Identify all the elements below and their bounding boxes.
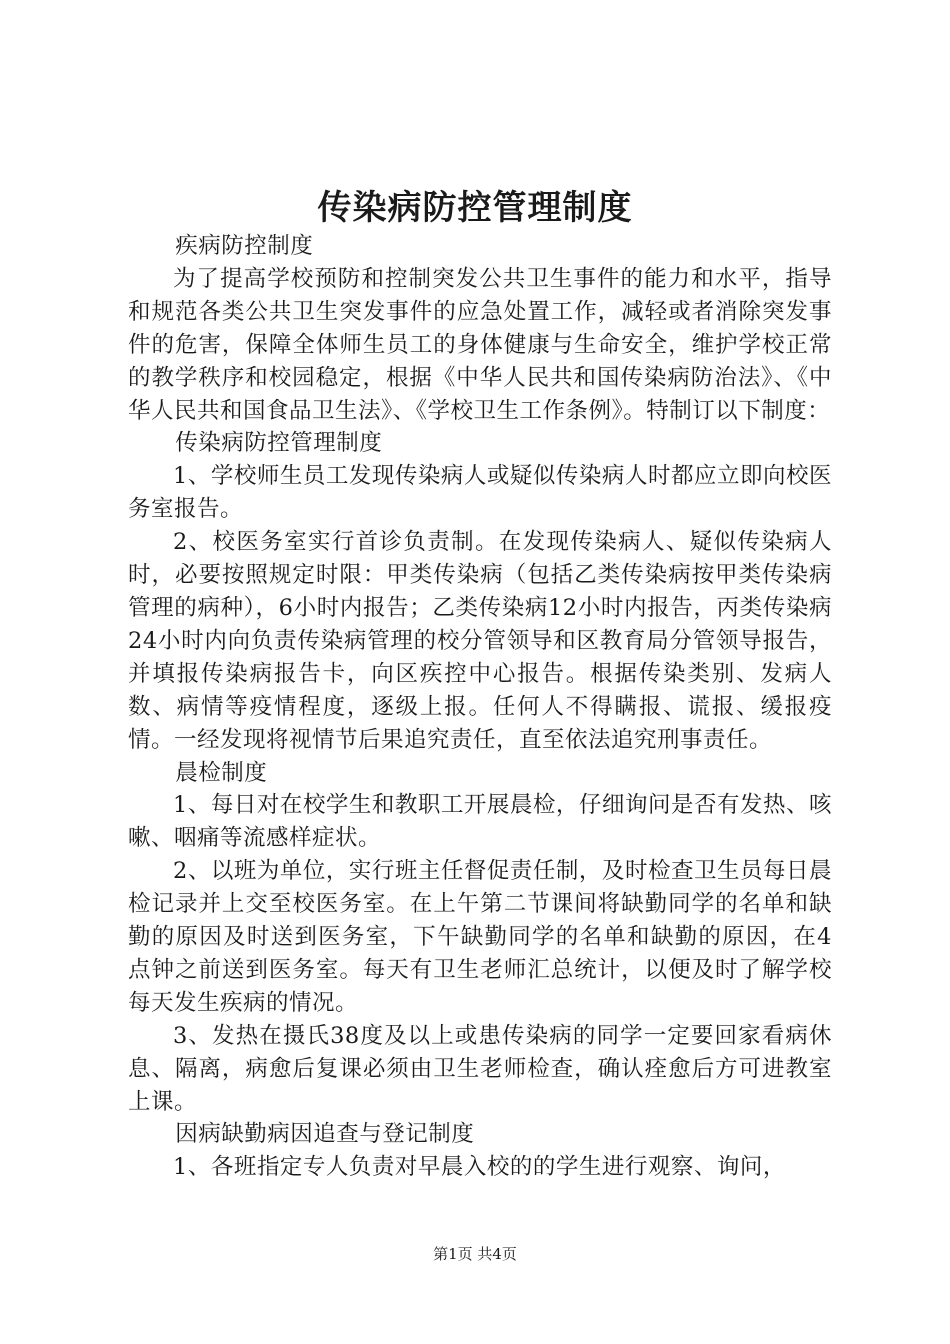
section-heading: 疾病防控制度 <box>175 233 314 259</box>
paragraph: 为了提高学校预防和控制突发公共卫生事件的能力和水平，指导和规范各类公共卫生突发事件的应急处置工作，减轻或者消除突发事件的危害，保障全体师生员工的身体健康与生命安全，维护学校正常的教学秩序和校园稳定，根据《中华人民共和国传染病防治法》、《中华人民共和国食品卫生法》、《学校卫生工作条例》。特制订以下制度： <box>128 265 832 424</box>
document-title: 传染病防控管理制度 <box>317 188 633 228</box>
page-footer: 第1页 共4页 <box>433 1245 517 1263</box>
paragraph: 2、以班为单位，实行班主任督促责任制，及时检查卫生员每日晨检记录并上交至校医务室。在上午第二节课间将缺勤同学的名单和缺勤的原因及时送到医务室，下午缺勤同学的名单和缺勤的原因，在4点钟之前送到医务室。每天有卫生老师汇总统计，以便及时了解学校每天发生疾病的情况。 <box>128 858 832 1016</box>
paragraph: 2、校医务室实行首诊负责制。在发现传染病人、疑似传染病人时，必要按照规定时限：甲类传染病（包括乙类传染病按甲类传染病管理的病种），6小时内报告；乙类传染病12小时内报告，丙类传染病24小时内向负责传染病管理的校分管领导和区教育局分管领导报告，并填报传染病报告卡，向区疾控中心报告。根据传染类别、发病人数、病情等疫情程度，逐级上报。任何人不得瞒报、谎报、缓报疫情。一经发现将视情节后果追究责任，直至依法追究刑事责任。 <box>128 529 832 753</box>
section-heading: 传染病防控管理制度 <box>175 430 383 457</box>
paragraph: 1、学校师生员工发现传染病人或疑似传染病人时都应立即向校医务室报告。 <box>128 463 832 523</box>
paragraph: 1、各班指定专人负责对早晨入校的的学生进行观察、询问， <box>173 1154 786 1181</box>
section-heading: 晨检制度 <box>175 759 268 786</box>
paragraph: 1、每日对在校学生和教职工开展晨检，仔细询问是否有发热、咳嗽、咽痛等流感样症状。 <box>128 792 832 852</box>
document-body <box>128 230 832 1184</box>
section-heading: 因病缺勤病因追查与登记制度 <box>175 1121 475 1148</box>
paragraph: 3、发热在摄氏38度及以上或患传染病的同学一定要回家看病休息、隔离，病愈后复课必须由卫生老师检查，确认痊愈后方可进教室上课。 <box>128 1022 832 1115</box>
